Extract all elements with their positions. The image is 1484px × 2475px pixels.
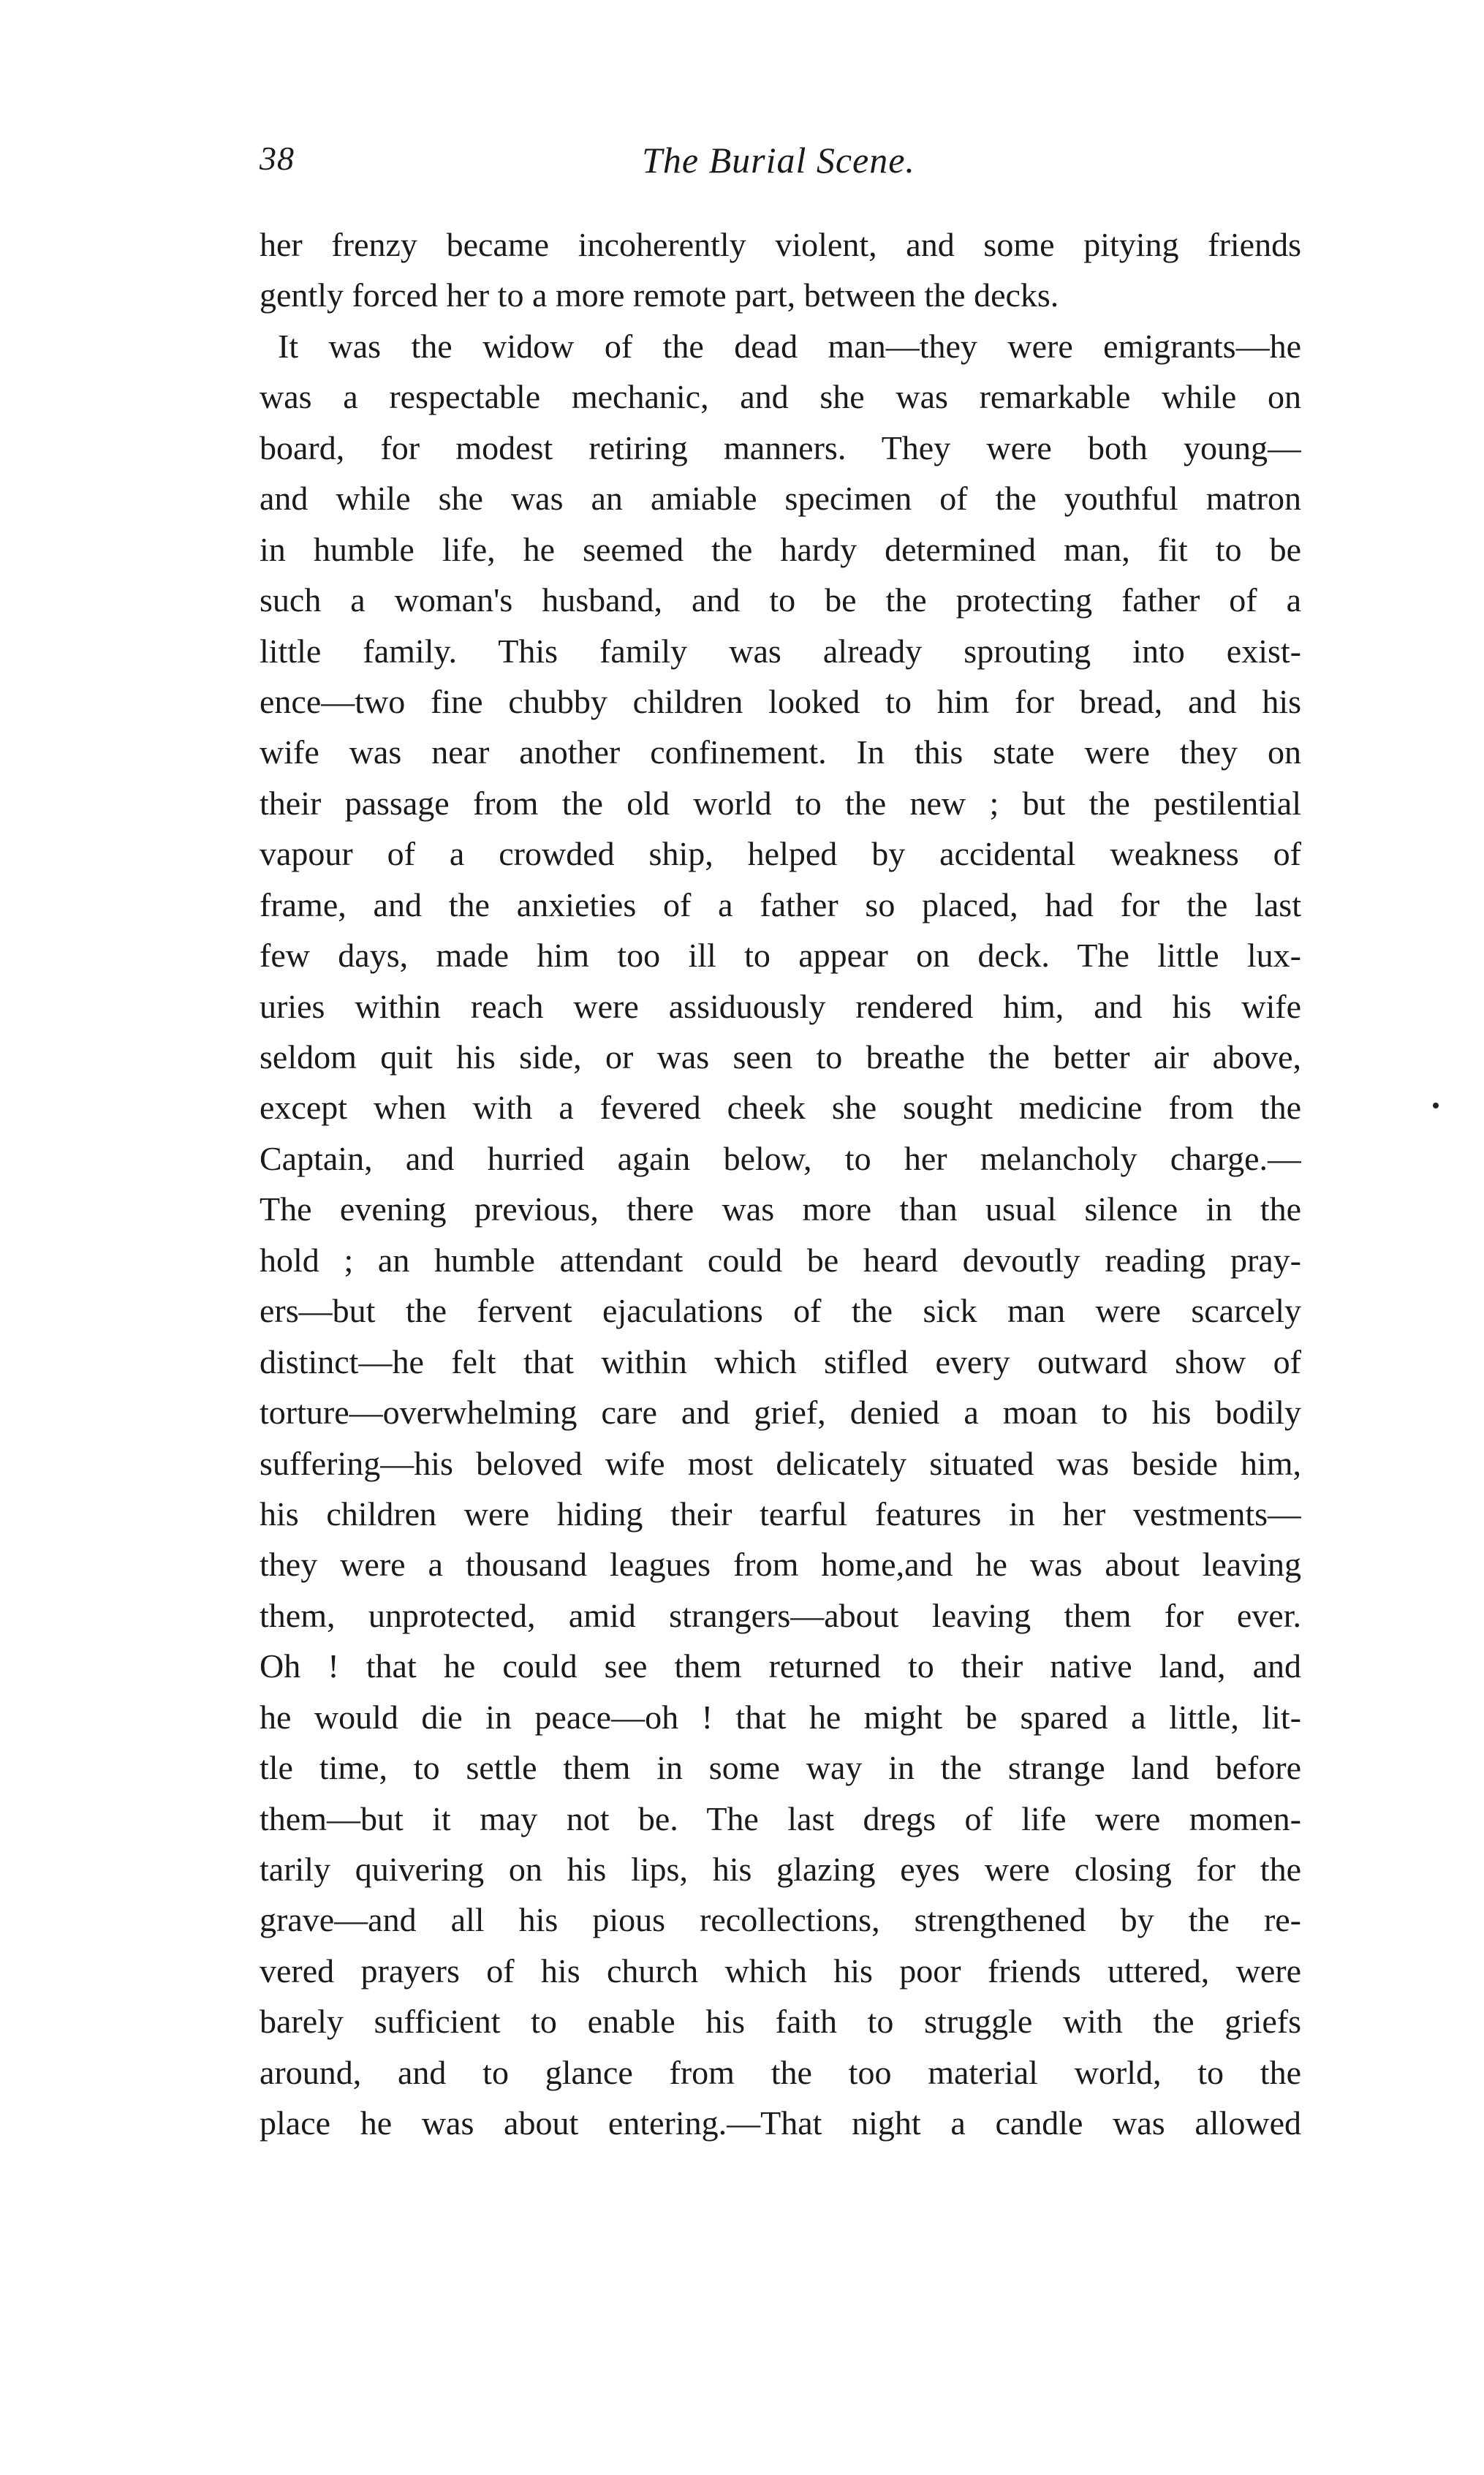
text-line: ence—two fine chubby children looked to him for bread, and his	[260, 682, 1301, 720]
text-line: Captain, and hurried again below, to her melancholy charge.—	[260, 1139, 1301, 1177]
text-line: suffering—his beloved wife most delicately situated was beside him,	[260, 1444, 1301, 1482]
text-line: them, unprotected, amid strangers—about leaving them for ever.	[260, 1596, 1301, 1634]
text-line: their passage from the old world to the new ; but the pestilential	[260, 784, 1301, 822]
text-line: in humble life, he seemed the hardy determined man, fit to be	[260, 530, 1301, 568]
text-line: ers—but the fervent ejaculations of the sick man were scarcely	[260, 1292, 1301, 1330]
body-text	[260, 219, 1301, 2149]
text-line: tarily quivering on his lips, his glazing eyes were closing for the	[260, 1851, 1301, 1888]
text-line: gently forced her to a more remote part, between the decks.	[260, 276, 1059, 314]
text-line: uries within reach were assiduously rendered him, and his wife	[260, 987, 1301, 1025]
text-line: her frenzy became incoherently violent, and some pitying friends	[260, 226, 1301, 263]
text-line: barely sufficient to enable his faith to struggle with the griefs	[260, 2003, 1301, 2041]
text-line: torture—overwhelming care and grief, denied a moan to his bodily	[260, 1394, 1301, 1432]
text-line: It was the widow of the dead man—they were emigrants—he	[278, 327, 1301, 365]
text-line: vapour of a crowded ship, helped by accidental weakness of	[260, 835, 1301, 873]
text-line: distinct—he felt that within which stifled every outward show of	[260, 1342, 1301, 1380]
text-line: seldom quit his side, or was seen to breathe the better air above,	[260, 1038, 1301, 1076]
text-line: vered prayers of his church which his poor friends uttered, were	[260, 1951, 1301, 1990]
text-line: The evening previous, there was more than usual silence in the	[260, 1190, 1301, 1228]
text-line: them—but it may not be. The last dregs of life were momen-	[260, 1799, 1301, 1837]
text-line: few days, made him too ill to appear on deck. The little lux-	[260, 937, 1301, 975]
text-line: grave—and all his pious recollections, strengthened by the re-	[260, 1901, 1301, 1939]
text-line: little family. This family was already sprouting into exist-	[260, 632, 1301, 670]
text-line: was a respectable mechanic, and she was remarkable while on	[260, 378, 1301, 416]
text-line: place he was about entering.—That night a candle was allowed	[260, 2104, 1301, 2142]
running-head	[260, 139, 1298, 197]
text-line: Oh ! that he could see them returned to their native land, and	[260, 1647, 1301, 1685]
text-line: tle time, to settle them in some way in the strange land before	[260, 1749, 1301, 1787]
text-line: he would die in peace—oh ! that he might be spared a little, lit-	[260, 1698, 1301, 1736]
running-title: The Burial Scene.	[642, 140, 915, 181]
text-line: hold ; an humble attendant could be heard devoutly reading pray-	[260, 1241, 1301, 1279]
text-line: his children were hiding their tearful features in her vestments—	[260, 1495, 1301, 1533]
page-number: 38	[260, 140, 295, 177]
text-line: wife was near another confinement. In this state were they on	[260, 733, 1301, 771]
margin-speck	[1433, 1103, 1439, 1108]
text-line: frame, and the anxieties of a father so placed, had for the last	[260, 885, 1301, 923]
text-line: except when with a fevered cheek she sought medicine from the	[260, 1089, 1301, 1127]
text-line: they were a thousand leagues from home,and he was about leaving	[260, 1546, 1301, 1584]
text-line: board, for modest retiring manners. They were both young—	[260, 428, 1301, 466]
text-line: and while she was an amiable specimen of the youthful matron	[260, 480, 1301, 518]
text-line: around, and to glance from the too material world, to the	[260, 2053, 1301, 2091]
text-line: such a woman's husband, and to be the protecting father of a	[260, 581, 1301, 619]
